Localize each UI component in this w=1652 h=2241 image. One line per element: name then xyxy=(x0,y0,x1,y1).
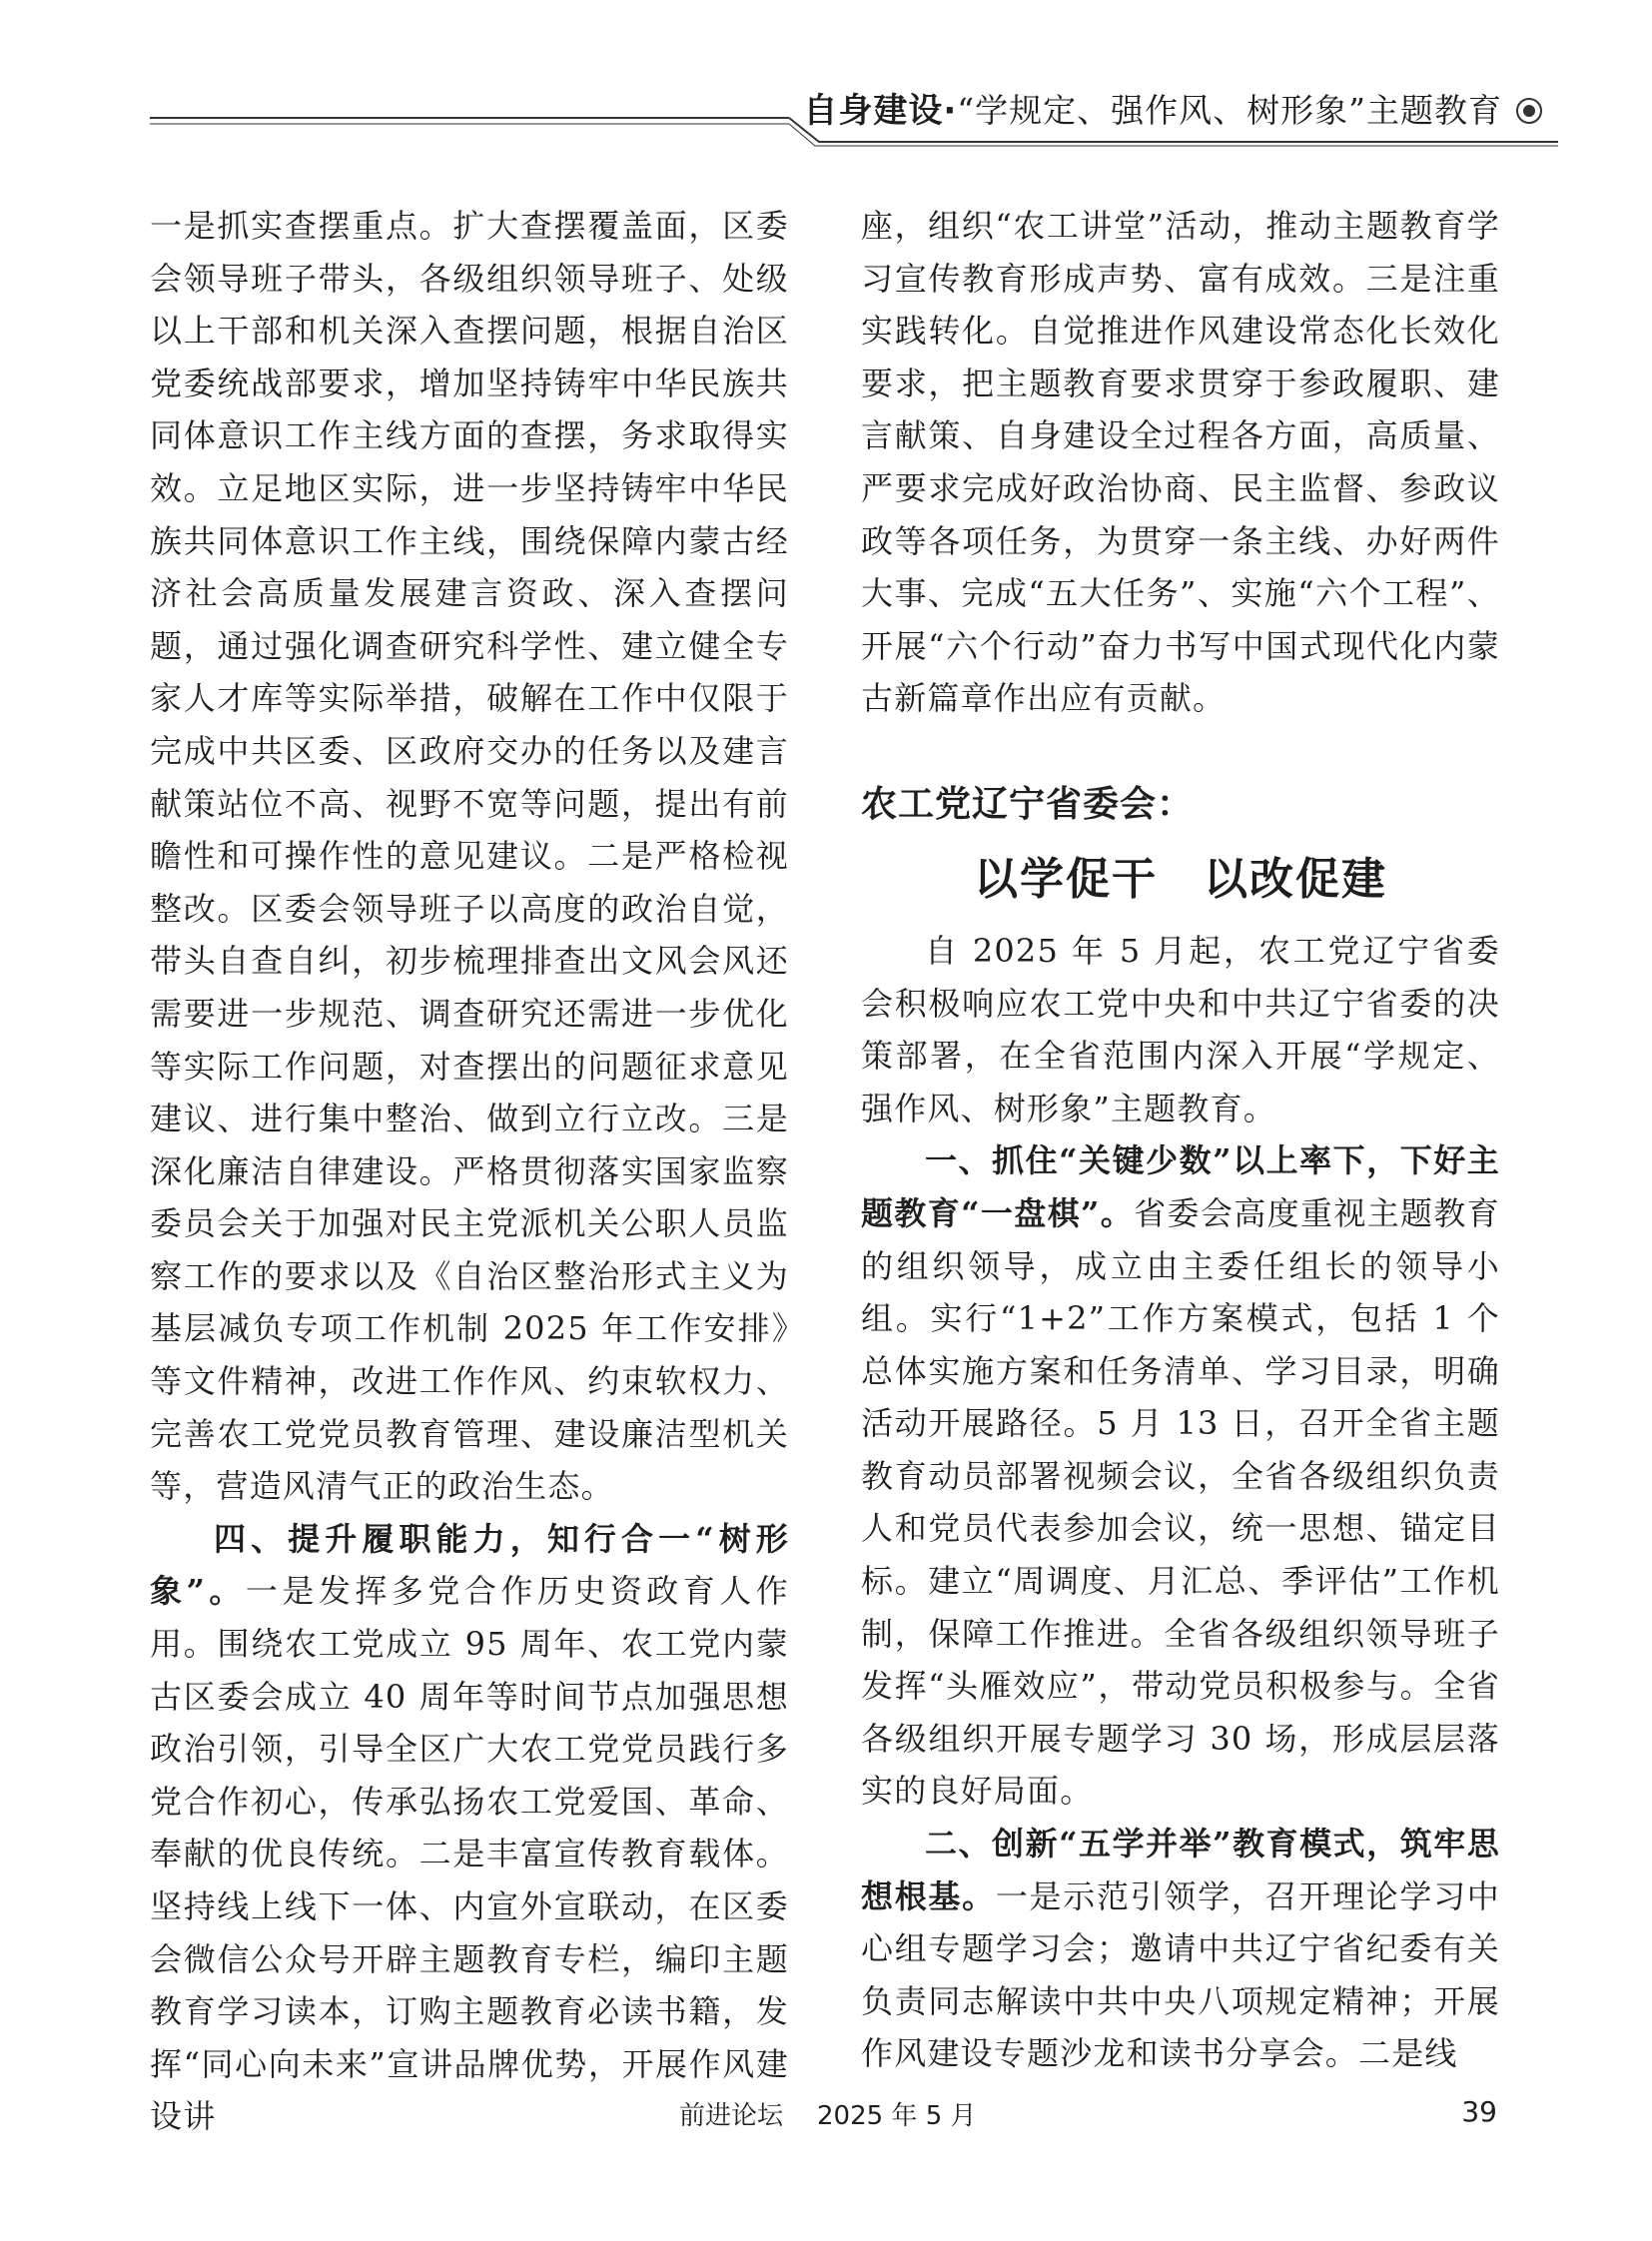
paragraph: 座，组织“农工讲堂”活动，推动主题教育学习宣传教育形成声势、富有成效。三是注重实践转化。自觉推进作风建设常态化长效化要求，把主题教育要求贯穿于参政履职、建言献策、自身建设全过程各方面，高质量、严要求完成好政治协商、民主监督、参政议政等各项任务，为贯穿一条主线、办好两件大事、完成“五大任务”、实施“六个工程”、开展“六个行动”奋力书写中国式现代化内蒙古新篇章作出应有贡献。 xyxy=(861,207,1500,718)
section-heading: 四、提升履职能力，知行合一“树形象”。 xyxy=(150,1519,789,1611)
paragraph-body: 一是示范引领学，召开理论学习中心组专题学习会；邀请中共辽宁省纪委有关负责同志解读中共中央八项规定精神；开展作风建设专题沙龙和读书分享会。二是线 xyxy=(861,1876,1500,2073)
right-column xyxy=(861,200,1500,2080)
org-heading: 农工党辽宁省委会： xyxy=(861,783,1195,825)
paragraph: 自 2025 年 5 月起，农工党辽宁省委会积极响应农工党中央和中共辽宁省委的决策部署，在全省范围内深入开展“学规定、强作风、树形象”主题教育。 xyxy=(861,931,1500,1127)
paragraph-body: 一是发挥多党合作历史资政育人作用。围绕农工党成立 95 周年、农工党内蒙古区委会成立 40 周年等时间节点加强思想政治引领，引导全区广大农工党党员践行多党合作初心，传承弘扬农工党爱国、革命、奉献的优良传统。二是丰富宣传教育载体。坚持线上线下一体、内宣外宣联动，在区委会微信公众号开辟主题教育专栏，编印主题教育学习读本，订购主题教育必读书籍，发挥“同心向未来”宣讲品牌优势，开展作风建设讲 xyxy=(150,1572,789,2136)
section-heading: 一、抓住“关键少数”以上率下，下好主题教育“一盘棋”。 xyxy=(861,1141,1500,1232)
header-section: 自身建设· xyxy=(803,91,958,131)
section-heading: 二、创新“五学并举”教育模式，筑牢思想根基。 xyxy=(861,1825,1500,1915)
paragraph xyxy=(861,1134,1500,1818)
paragraph-body: 省委会高度重视主题教育的组织领导，成立由主委任组长的领导小组。实行“1+2”工作方案模式，包括 1 个总体实施方案和任务清单、学习目录，明确活动开展路径。5 月 13 日，召开全省主题教育动员部署视频会议，全省各级组织负责人和党员代表参加会议，统一思想、锚定目标。建立“周调度、月汇总、季评估”工作机制，保障工作推进。全省各级组织领导班子发挥“头雁效应”，带动党员积极参与。全省各级组织开展专题学习 30 场，形成层层落实的良好局面。 xyxy=(861,1193,1500,1811)
paragraph xyxy=(150,1513,789,2143)
footer-date: 2025 年 5 月 xyxy=(817,2101,977,2131)
bullseye-icon xyxy=(1514,96,1544,126)
footer-journal: 前进论坛 xyxy=(679,2101,784,2131)
left-column xyxy=(150,200,789,2143)
page-number: 39 xyxy=(1461,2095,1497,2128)
paragraph xyxy=(861,1818,1500,2080)
header-topic: “学规定、强作风、树形象”主题教育 xyxy=(957,91,1502,130)
running-header xyxy=(803,88,1502,134)
paragraph: 一是抓实查摆重点。扩大查摆覆盖面，区委会领导班子带头，各级组织领导班子、处级以上干部和机关深入查摆问题，根据自治区党委统战部要求，增加坚持铸牢中华民族共同体意识工作主线方面的查摆，务求取得实效。立足地区实际，进一步坚持铸牢中华民族共同体意识工作主线，围绕保障内蒙古经济社会高质量发展建言资政、深入查摆问题，通过强化调查研究科学性、建立健全专家人才库等实际举措，破解在工作中仅限于完成中共区委、区政府交办的任务以及建言献策站位不高、视野不宽等问题，提出有前瞻性和可操作性的意见建议。二是严格检视整改。区委会领导班子以高度的政治自觉，带头自查自纠，初步梳理排查出文风会风还需要进一步规范、调查研究还需进一步优化等实际工作问题，对查摆出的问题征求意见建议、进行集中整治、做到立行立改。三是深化廉洁自律建设。严格贯彻落实国家监察委员会关于加强对民主党派机关公职人员监察工作的要求以及《自治区整治形式主义为基层减负专项工作机制 2025 年工作安排》等文件精神，改进工作作风、约束软权力、完善农工党党员教育管理、建设廉洁型机关等，营造风清气正的政治生态。 xyxy=(150,207,789,1506)
article-title: 以学促干 以改促建 xyxy=(974,853,1387,905)
